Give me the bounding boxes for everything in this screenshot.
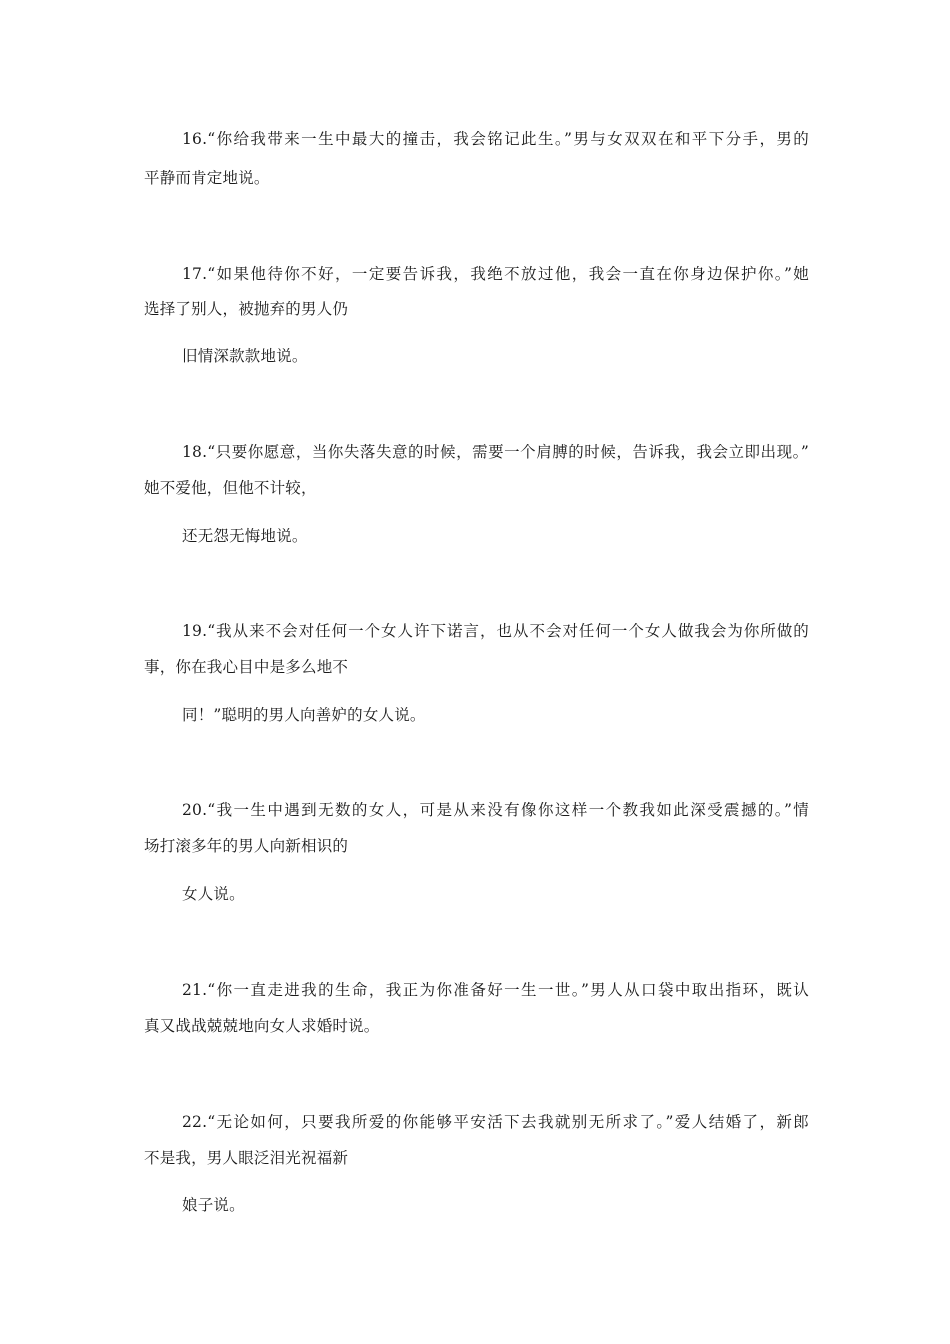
entry-16-line-2: 平静而肯定地说。	[144, 169, 270, 187]
entry-22-line-2: 不是我，男人眼泛泪光祝福新	[144, 1149, 349, 1167]
entry-20-line-3: 女人说。	[182, 885, 245, 903]
entry-20-line-2: 场打滚多年的男人向新相识的	[144, 837, 349, 855]
entry-19-line-3: 同！”聪明的男人向善妒的女人说。	[182, 706, 426, 724]
entry-17-line-3: 旧情深款款地说。	[182, 347, 308, 365]
entry-17-line-2: 选择了别人，被抛弃的男人仍	[144, 300, 349, 318]
entry-16-line-1: 16.“你给我带来一生中最大的撞击，我会铭记此生。”男与女双双在和平下分手，男的	[182, 130, 809, 148]
entry-21-line-1: 21.“你一直走进我的生命，我正为你准备好一生一世。”男人从口袋中取出指环，既认	[182, 981, 809, 999]
entry-22-line-3: 娘子说。	[182, 1196, 245, 1214]
entry-22-line-1: 22.“无论如何，只要我所爱的你能够平安活下去我就别无所求了。”爱人结婚了，新郎	[182, 1113, 809, 1131]
entry-21-line-2: 真又战战兢兢地向女人求婚时说。	[144, 1017, 380, 1035]
entry-20-line-1: 20.“我一生中遇到无数的女人，可是从来没有像你这样一个教我如此深受震撼的。”情	[182, 801, 809, 819]
entry-19-line-1: 19.“我从来不会对任何一个女人许下诺言，也从不会对任何一个女人做我会为你所做的	[182, 622, 809, 640]
entry-18-line-2: 她不爱他，但他不计较，	[144, 479, 317, 497]
entry-19-line-2: 事，你在我心目中是多么地不	[144, 658, 349, 676]
entry-17-line-1: 17.“如果他待你不好，一定要告诉我，我绝不放过他，我会一直在你身边保护你。”她	[182, 265, 809, 283]
entry-18-line-1: 18.“只要你愿意，当你失落失意的时候，需要一个肩膊的时候，告诉我，我会立即出现。”	[182, 443, 809, 461]
entry-18-line-3: 还无怨无悔地说。	[182, 527, 308, 545]
